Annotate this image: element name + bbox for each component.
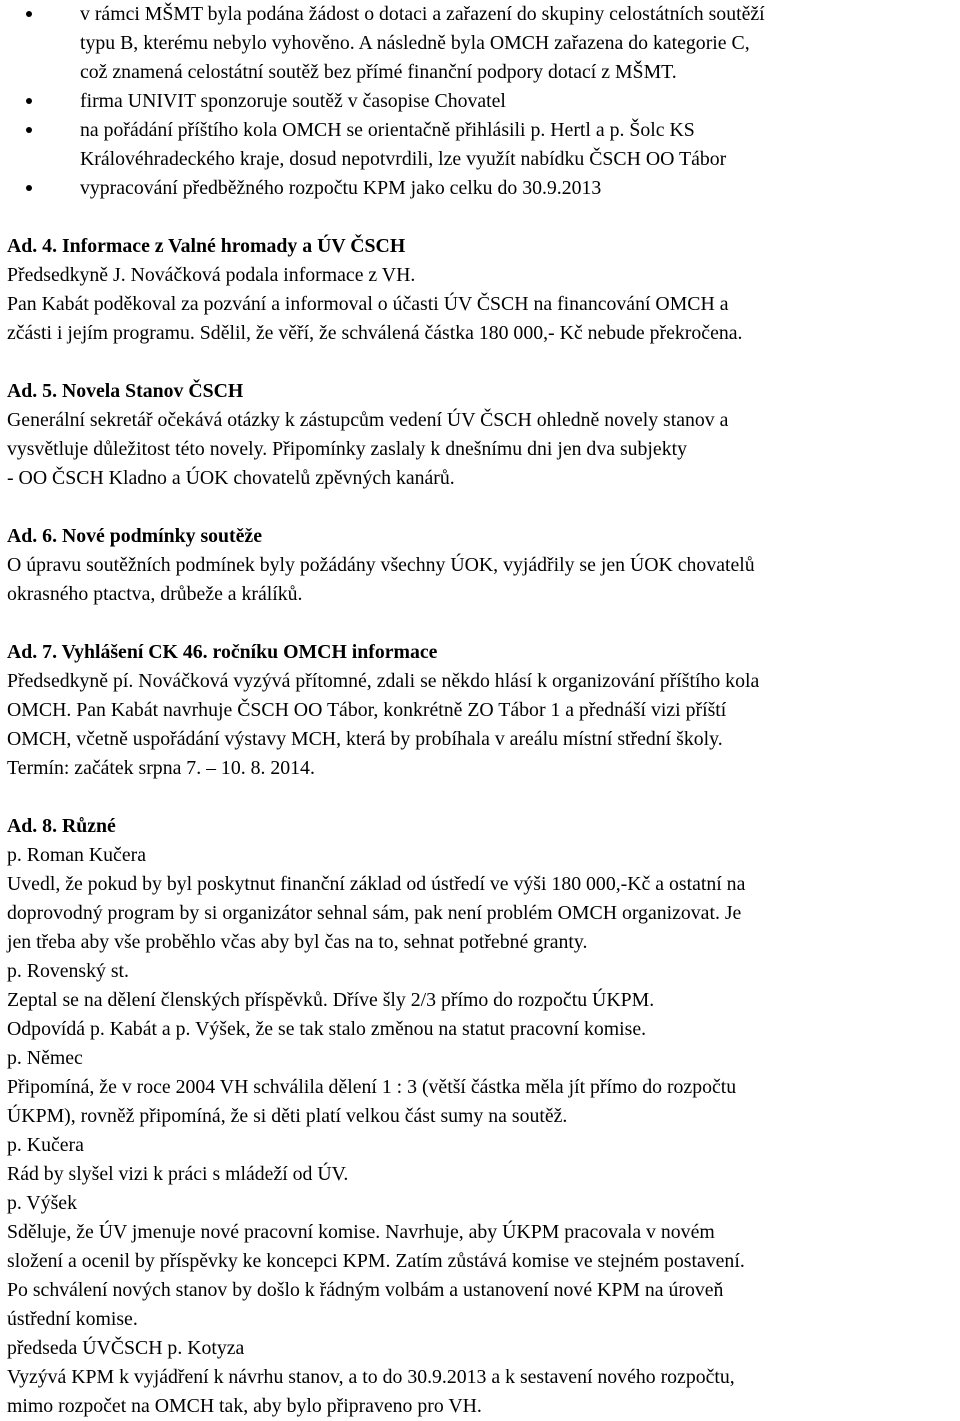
section-heading: Ad. 6. Nové podmínky soutěže: [7, 525, 262, 547]
text-line: Zeptal se na dělení členských příspěvků. Dříve šly 2/3 přímo do rozpočtu ÚKPM.: [7, 989, 655, 1011]
text-line: složení a ocenil by příspěvky ke koncepci KPM. Zatím zůstává komise ve stejném postavení.: [7, 1250, 745, 1272]
text-line: jen třeba aby vše proběhlo včas aby byl čas na to, sehnat potřebné granty.: [7, 931, 588, 953]
bullet-item: [7, 174, 947, 203]
text-line: v rámci MŠMT byla podána žádost o dotaci a zařazení do skupiny celostátních soutěží: [80, 3, 765, 25]
text-line: Předsedkyně J. Nováčková podala informace z VH.: [7, 264, 416, 286]
document-page: [7, 0, 947, 1421]
section-ad5: [7, 377, 947, 493]
text-line: Předsedkyně pí. Nováčková vyzývá přítomné, zdali se někdo hlásí k organizování příštího kola: [7, 670, 760, 692]
bullet-icon: [26, 127, 32, 133]
speaker-name: p. Výšek: [7, 1192, 77, 1214]
text-line: OMCH. Pan Kabát navrhuje ČSCH OO Tábor, konkrétně ZO Tábor 1 a přednáší vizi příští: [7, 699, 727, 721]
text-line: ústřední komise.: [7, 1308, 138, 1330]
section-heading: Ad. 8. Různé: [7, 815, 116, 837]
bullet-icon: [26, 185, 32, 191]
text-line: Uvedl, že pokud by byl poskytnut finanční základ od ústředí ve výši 180 000,-Kč a ostatní na: [7, 873, 746, 895]
section-ad6: [7, 522, 947, 609]
section-heading: Ad. 4. Informace z Valné hromady a ÚV ČSCH: [7, 235, 406, 257]
bullet-item: [7, 87, 947, 116]
text-line: typu B, kterému nebylo vyhověno. A následně byla OMCH zařazena do kategorie C,: [80, 32, 750, 54]
text-line: Generální sekretář očekává otázky k zástupcům vedení ÚV ČSCH ohledně novely stanov a: [7, 409, 729, 431]
speaker-name: p. Němec: [7, 1047, 83, 1069]
text-line: vypracování předběžného rozpočtu KPM jako celku do 30.9.2013: [80, 177, 602, 199]
text-line: O úpravu soutěžních podmínek byly požádány všechny ÚOK, vyjádřily se jen ÚOK chovatelů: [7, 554, 755, 576]
bullet-item: [7, 0, 947, 87]
text-line: Rád by slyšel vizi k práci s mládeží od ÚV.: [7, 1163, 349, 1185]
text-line: vysvětluje důležitost této novely. Připomínky zaslaly k dnešnímu dni jen dva subjekty: [7, 438, 687, 460]
speaker-name: p. Kučera: [7, 1134, 84, 1156]
text-line: Pan Kabát poděkoval za pozvání a informoval o účasti ÚV ČSCH na financování OMCH a: [7, 293, 729, 315]
text-line: Vyzývá KPM k vyjádření k návrhu stanov, a to do 30.9.2013 a k sestavení nového rozpočtu,: [7, 1366, 735, 1388]
text-line: což znamená celostátní soutěž bez přímé finanční podpory dotací z MŠMT.: [80, 61, 677, 83]
text-line: zčásti i jejím programu. Sdělil, že věří, že schválená částka 180 000,- Kč nebude překročena.: [7, 322, 743, 344]
section-ad4: [7, 232, 947, 348]
text-line: okrasného ptactva, drůbeže a králíků.: [7, 583, 303, 605]
text-line: Sděluje, že ÚV jmenuje nové pracovní komise. Navrhuje, aby ÚKPM pracovala v novém: [7, 1221, 715, 1243]
section-ad8: [7, 812, 947, 1421]
bullet-list: [7, 0, 947, 203]
text-line: Připomíná, že v roce 2004 VH schválila dělení 1 : 3 (větší částka měla jít přímo do rozpočtu: [7, 1076, 737, 1098]
bullet-item: [7, 116, 947, 174]
section-heading: Ad. 7. Vyhlášení CK 46. ročníku OMCH informace: [7, 641, 438, 663]
speaker-name: p. Rovenský st.: [7, 960, 129, 982]
speaker-name: předseda ÚVČSCH p. Kotyza: [7, 1337, 245, 1359]
section-ad7: [7, 638, 947, 783]
text-line: Termín: začátek srpna 7. – 10. 8. 2014.: [7, 757, 315, 779]
text-line: - OO ČSCH Kladno a ÚOK chovatelů zpěvných kanárů.: [7, 467, 455, 489]
bullet-icon: [26, 98, 32, 104]
text-line: Královéhradeckého kraje, dosud nepotvrdili, lze využít nabídku ČSCH OO Tábor: [80, 148, 727, 170]
bullet-icon: [26, 11, 32, 17]
text-line: na pořádání příštího kola OMCH se orientačně přihlásili p. Hertl a p. Šolc KS: [80, 119, 695, 141]
text-line: mimo rozpočet na OMCH tak, aby bylo připraveno pro VH.: [7, 1395, 482, 1417]
text-line: Po schválení nových stanov by došlo k řádným volbám a ustanovení nové KPM na úroveň: [7, 1279, 724, 1301]
text-line: Odpovídá p. Kabát a p. Výšek, že se tak stalo změnou na statut pracovní komise.: [7, 1018, 647, 1040]
text-line: doprovodný program by si organizátor sehnal sám, pak není problém OMCH organizovat. Je: [7, 902, 742, 924]
text-line: ÚKPM), rovněž připomíná, že si děti platí velkou část sumy na soutěž.: [7, 1105, 568, 1127]
text-line: OMCH, včetně uspořádání výstavy MCH, která by probíhala v areálu místní střední školy.: [7, 728, 723, 750]
section-heading: Ad. 5. Novela Stanov ČSCH: [7, 380, 244, 402]
text-line: firma UNIVIT sponzoruje soutěž v časopise Chovatel: [80, 90, 506, 112]
speaker-name: p. Roman Kučera: [7, 844, 146, 866]
